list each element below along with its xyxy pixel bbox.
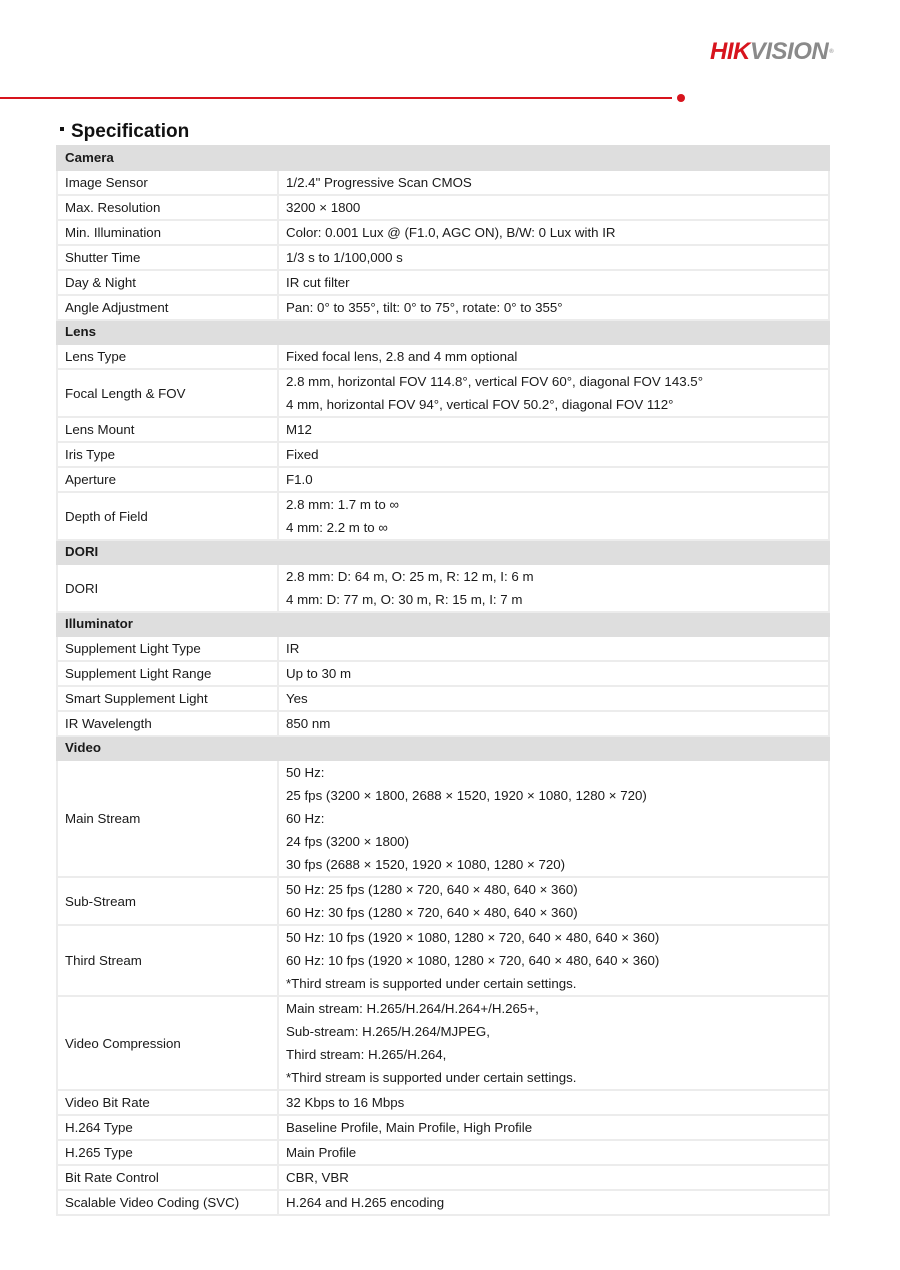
- spec-label: Day & Night: [57, 270, 278, 295]
- spec-value-line: IR: [286, 641, 300, 656]
- spec-label: Shutter Time: [57, 245, 278, 270]
- spec-row: [57, 1165, 829, 1190]
- spec-value-line: 25 fps (3200 × 1800, 2688 × 1520, 1920 × 1080, 1280 × 720): [286, 788, 647, 803]
- section-header-row: [57, 540, 829, 564]
- spec-row: [57, 369, 829, 417]
- spec-value-line: Fixed: [286, 447, 319, 462]
- spec-label: IR Wavelength: [57, 711, 278, 736]
- spec-value: [278, 760, 829, 877]
- spec-row: [57, 195, 829, 220]
- spec-value: [278, 270, 829, 295]
- spec-value-line: 50 Hz: 10 fps (1920 × 1080, 1280 × 720, 640 × 480, 640 × 360): [286, 930, 660, 945]
- spec-value-line: 850 nm: [286, 716, 331, 731]
- spec-value-line: 3200 × 1800: [286, 200, 361, 215]
- spec-label: Lens Type: [57, 344, 278, 369]
- spec-value-line: Sub-stream: H.265/H.264/MJPEG,: [286, 1024, 490, 1039]
- spec-value-line: 32 Kbps to 16 Mbps: [286, 1095, 405, 1110]
- spec-label: Iris Type: [57, 442, 278, 467]
- section-header-row: [57, 146, 829, 170]
- spec-label: Max. Resolution: [57, 195, 278, 220]
- spec-value: [278, 442, 829, 467]
- page-title: [60, 120, 189, 144]
- spec-value-line: IR cut filter: [286, 275, 350, 290]
- spec-value-line: F1.0: [286, 472, 313, 487]
- spec-label: Video Compression: [57, 996, 278, 1090]
- spec-value: [278, 686, 829, 711]
- spec-label: Focal Length & FOV: [57, 369, 278, 417]
- spec-label: Sub-Stream: [57, 877, 278, 925]
- spec-value-line: Yes: [286, 691, 308, 706]
- spec-value-line: Up to 30 m: [286, 666, 352, 681]
- spec-value-line: *Third stream is supported under certain settings.: [286, 976, 577, 991]
- spec-label: Scalable Video Coding (SVC): [57, 1190, 278, 1215]
- spec-value-line: Pan: 0° to 355°, tilt: 0° to 75°, rotate: 0° to 355°: [286, 300, 563, 315]
- spec-row: [57, 564, 829, 612]
- spec-label: Aperture: [57, 467, 278, 492]
- section-header-row: [57, 612, 829, 636]
- section-header-row: [57, 320, 829, 344]
- spec-value: [278, 1140, 829, 1165]
- logo-hik: HIK: [710, 38, 750, 65]
- spec-row: [57, 996, 829, 1090]
- spec-value-line: 50 Hz: 25 fps (1280 × 720, 640 × 480, 640 × 360): [286, 882, 578, 897]
- section-header: Lens: [57, 320, 829, 344]
- spec-label: Smart Supplement Light: [57, 686, 278, 711]
- spec-value-line: 60 Hz: 10 fps (1920 × 1080, 1280 × 720, 640 × 480, 640 × 360): [286, 953, 660, 968]
- spec-value-line: 2.8 mm, horizontal FOV 114.8°, vertical FOV 60°, diagonal FOV 143.5°: [286, 374, 704, 389]
- spec-value-line: 1/3 s to 1/100,000 s: [286, 250, 403, 265]
- spec-label: Angle Adjustment: [57, 295, 278, 320]
- specification-table: [56, 145, 830, 1216]
- spec-value-line: Color: 0.001 Lux @ (F1.0, AGC ON), B/W: 0 Lux with IR: [286, 225, 616, 240]
- spec-value: [278, 564, 829, 612]
- spec-label: Image Sensor: [57, 170, 278, 195]
- spec-value-line: 1/2.4" Progressive Scan CMOS: [286, 175, 472, 190]
- spec-row: [57, 492, 829, 540]
- spec-value-line: 4 mm, horizontal FOV 94°, vertical FOV 50.2°, diagonal FOV 112°: [286, 397, 674, 412]
- spec-value-line: 24 fps (3200 × 1800): [286, 834, 410, 849]
- section-header: Video: [57, 736, 829, 760]
- spec-value: [278, 369, 829, 417]
- spec-value: [278, 1115, 829, 1140]
- spec-value: [278, 295, 829, 320]
- spec-value: [278, 1090, 829, 1115]
- spec-value-line: Third stream: H.265/H.264,: [286, 1047, 447, 1062]
- spec-row: [57, 877, 829, 925]
- spec-label: Min. Illumination: [57, 220, 278, 245]
- spec-row: [57, 417, 829, 442]
- spec-value: [278, 925, 829, 996]
- spec-label: Video Bit Rate: [57, 1090, 278, 1115]
- spec-value-line: 60 Hz:: [286, 811, 325, 826]
- spec-value: [278, 220, 829, 245]
- spec-value-line: CBR, VBR: [286, 1170, 349, 1185]
- spec-value-line: Main Profile: [286, 1145, 357, 1160]
- spec-row: [57, 295, 829, 320]
- spec-value: [278, 344, 829, 369]
- page-title-text: Specification: [71, 121, 190, 142]
- spec-label: H.264 Type: [57, 1115, 278, 1140]
- spec-value: [278, 1165, 829, 1190]
- spec-value: [278, 877, 829, 925]
- spec-value-line: 2.8 mm: D: 64 m, O: 25 m, R: 12 m, I: 6 m: [286, 569, 534, 584]
- spec-row: [57, 925, 829, 996]
- spec-value: [278, 636, 829, 661]
- spec-label: Third Stream: [57, 925, 278, 996]
- spec-value: [278, 195, 829, 220]
- spec-value-line: 50 Hz:: [286, 765, 325, 780]
- section-header-row: [57, 736, 829, 760]
- spec-value: [278, 467, 829, 492]
- spec-row: [57, 1190, 829, 1215]
- section-header: Camera: [57, 146, 829, 170]
- spec-value: [278, 417, 829, 442]
- spec-row: [57, 1090, 829, 1115]
- header-divider-line: [0, 97, 672, 99]
- spec-label: Bit Rate Control: [57, 1165, 278, 1190]
- logo-registered: ®: [829, 49, 834, 55]
- spec-value-line: Main stream: H.265/H.264/H.264+/H.265+,: [286, 1001, 539, 1016]
- spec-label: Supplement Light Range: [57, 661, 278, 686]
- spec-row: [57, 442, 829, 467]
- spec-row: [57, 245, 829, 270]
- spec-row: [57, 220, 829, 245]
- spec-label: Supplement Light Type: [57, 636, 278, 661]
- spec-value-line: 2.8 mm: 1.7 m to ∞: [286, 497, 399, 512]
- spec-value-line: 4 mm: 2.2 m to ∞: [286, 520, 388, 535]
- spec-row: [57, 1115, 829, 1140]
- spec-value-line: 30 fps (2688 × 1520, 1920 × 1080, 1280 × 720): [286, 857, 566, 872]
- spec-value-line: Fixed focal lens, 2.8 and 4 mm optional: [286, 349, 518, 364]
- spec-row: [57, 760, 829, 877]
- spec-value: [278, 996, 829, 1090]
- spec-row: [57, 270, 829, 295]
- spec-value: [278, 492, 829, 540]
- spec-label: Lens Mount: [57, 417, 278, 442]
- spec-row: [57, 711, 829, 736]
- spec-row: [57, 1140, 829, 1165]
- header-divider-dot: [677, 94, 685, 102]
- spec-value-line: *Third stream is supported under certain settings.: [286, 1070, 577, 1085]
- spec-label: Main Stream: [57, 760, 278, 877]
- spec-row: [57, 636, 829, 661]
- section-header: Illuminator: [57, 612, 829, 636]
- spec-value-line: 60 Hz: 30 fps (1280 × 720, 640 × 480, 640 × 360): [286, 905, 578, 920]
- spec-value: [278, 245, 829, 270]
- logo-vision: VISION: [749, 38, 829, 65]
- spec-value-line: Baseline Profile, Main Profile, High Profile: [286, 1120, 533, 1135]
- spec-label: H.265 Type: [57, 1140, 278, 1165]
- spec-value: [278, 170, 829, 195]
- hikvision-logo: [710, 38, 833, 66]
- spec-value: [278, 711, 829, 736]
- spec-row: [57, 686, 829, 711]
- spec-row: [57, 170, 829, 195]
- spec-row: [57, 661, 829, 686]
- spec-label: DORI: [57, 564, 278, 612]
- section-header: DORI: [57, 540, 829, 564]
- spec-value-line: 4 mm: D: 77 m, O: 30 m, R: 15 m, I: 7 m: [286, 592, 523, 607]
- spec-label: Depth of Field: [57, 492, 278, 540]
- spec-value: [278, 661, 829, 686]
- spec-value: [278, 1190, 829, 1215]
- spec-row: [57, 467, 829, 492]
- title-bullet-icon: [60, 127, 64, 131]
- spec-value-line: H.264 and H.265 encoding: [286, 1195, 445, 1210]
- spec-value-line: M12: [286, 422, 312, 437]
- spec-row: [57, 344, 829, 369]
